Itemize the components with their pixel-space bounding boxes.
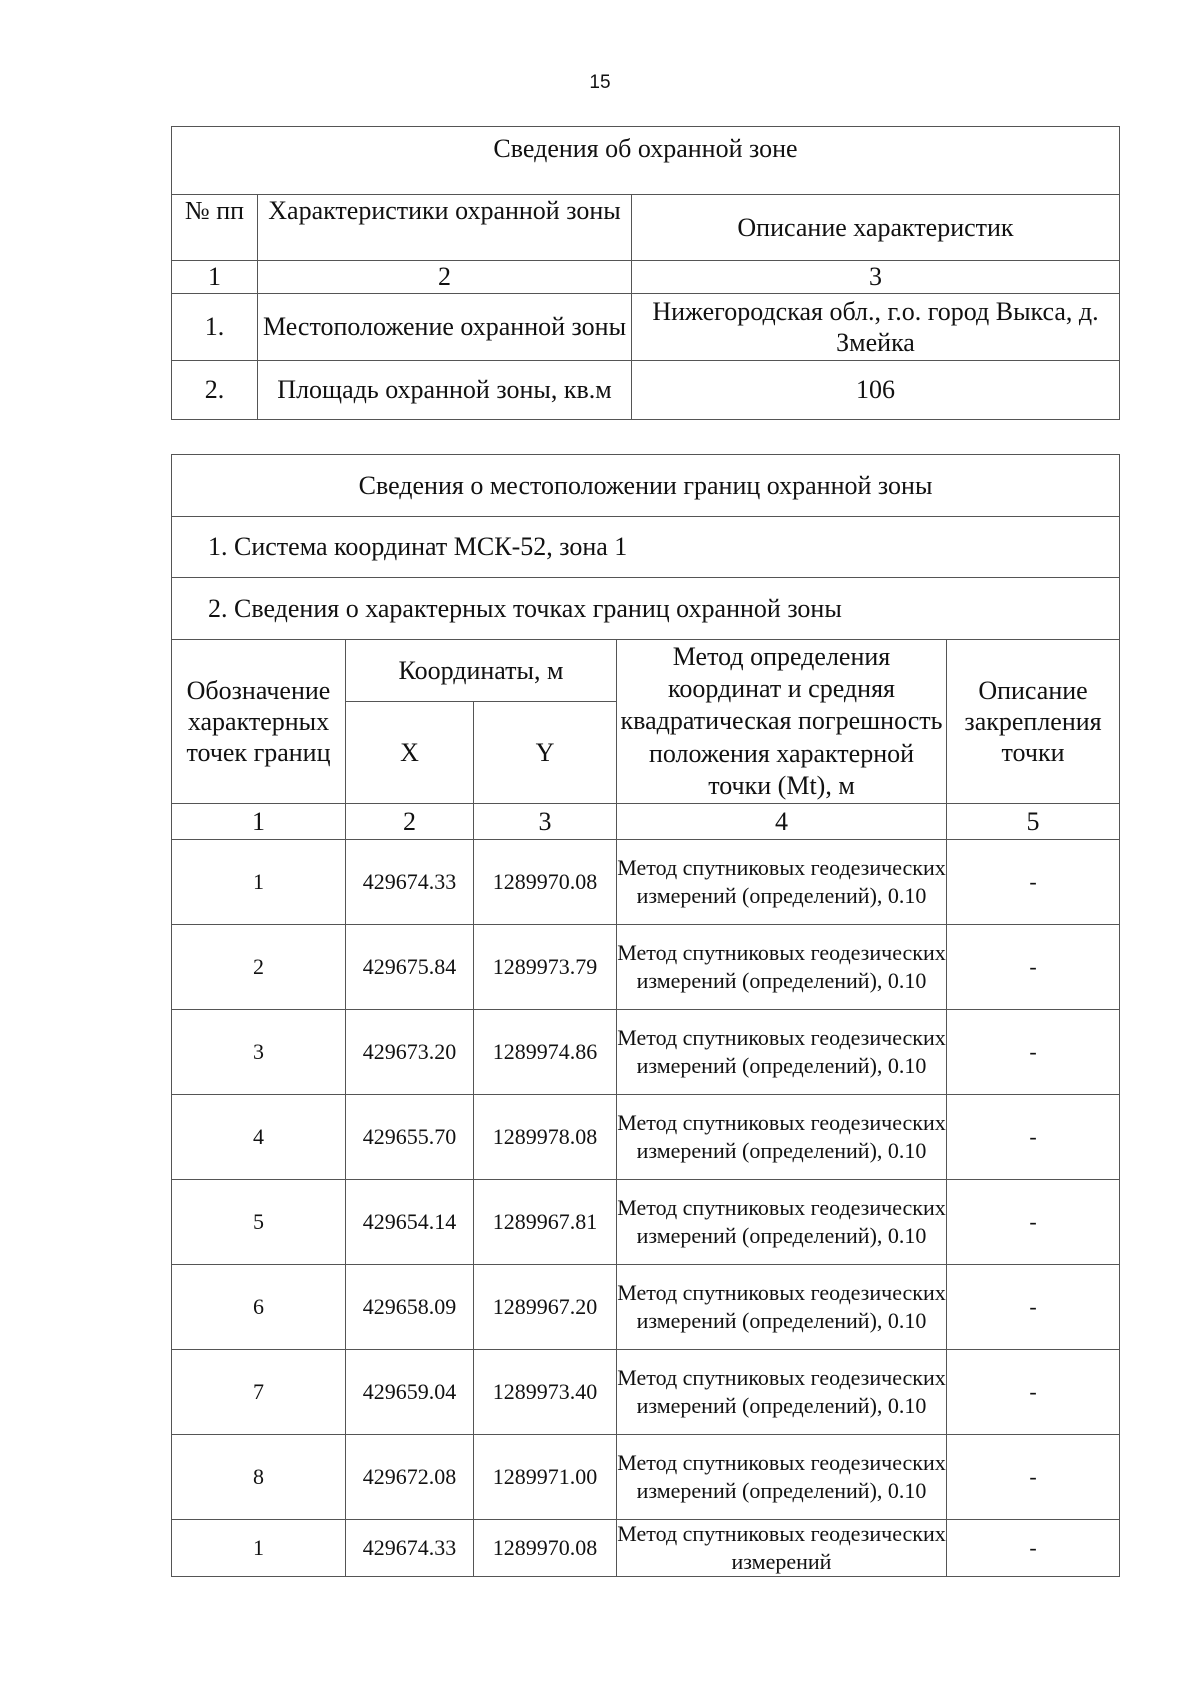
table-row: [172, 840, 1120, 925]
coord-system: 1. Система координат МСК-52, зона 1: [172, 517, 1120, 578]
method-cell: Метод спутниковых геодезических измерений (определений), 0.10: [617, 1180, 947, 1265]
col-number: 1: [172, 261, 258, 294]
coord-y: 1289967.20: [474, 1265, 617, 1350]
point-id: 8: [172, 1435, 346, 1520]
point-id: 4: [172, 1095, 346, 1180]
header-coordinates: Координаты, м: [346, 640, 617, 702]
coord-x: 429673.20: [346, 1010, 474, 1095]
point-id: 6: [172, 1265, 346, 1350]
fixing-cell: -: [947, 1265, 1120, 1350]
row-description: Нижегородская обл., г.о. город Выкса, д. Змейка: [632, 294, 1120, 361]
zone-info-table: [171, 126, 1120, 420]
row-characteristic: Площадь охранной зоны, кв.м: [258, 361, 632, 420]
coord-x: 429655.70: [346, 1095, 474, 1180]
table-row: [172, 1435, 1120, 1520]
header-x: X: [346, 702, 474, 804]
fixing-cell: -: [947, 1095, 1120, 1180]
coord-x: 429672.08: [346, 1435, 474, 1520]
col-number: 4: [617, 804, 947, 840]
row-characteristic: Местоположение охранной зоны: [258, 294, 632, 361]
header-fixing: Описание закрепления точки: [947, 640, 1120, 804]
method-cell: Метод спутниковых геодезических измерений (определений), 0.10: [617, 1265, 947, 1350]
point-id: 5: [172, 1180, 346, 1265]
col-number: 3: [474, 804, 617, 840]
header-characteristics: Характеристики охранной зоны: [258, 195, 632, 261]
col-number: 2: [258, 261, 632, 294]
boundaries-title: Сведения о местоположении границ охранной зоны: [172, 455, 1120, 517]
header-description: Описание характеристик: [632, 195, 1120, 261]
table-row: [172, 1350, 1120, 1435]
method-cell: Метод спутниковых геодезических измерений (определений), 0.10: [617, 925, 947, 1010]
coord-y: 1289971.00: [474, 1435, 617, 1520]
col-number: 5: [947, 804, 1120, 840]
point-id: 7: [172, 1350, 346, 1435]
method-cell: Метод спутниковых геодезических измерений (определений), 0.10: [617, 1435, 947, 1520]
page-number: 15: [589, 72, 611, 93]
col-number: 1: [172, 804, 346, 840]
coord-x: 429675.84: [346, 925, 474, 1010]
coord-x: 429659.04: [346, 1350, 474, 1435]
header-y: Y: [474, 702, 617, 804]
coord-y: 1289973.40: [474, 1350, 617, 1435]
method-cell: Метод спутниковых геодезических измерений (определений), 0.10: [617, 1095, 947, 1180]
fixing-cell: -: [947, 1180, 1120, 1265]
header-method: Метод определения координат и средняя квадратическая погрешность положения характерной точки (Mt), м: [617, 640, 947, 804]
zone-info-title: Сведения об охранной зоне: [172, 127, 1120, 195]
coord-y: 1289970.08: [474, 840, 617, 925]
header-num: № пп: [172, 195, 258, 261]
points-title: 2. Сведения о характерных точках границ охранной зоны: [172, 578, 1120, 640]
fixing-cell: -: [947, 1350, 1120, 1435]
coord-x: 429674.33: [346, 840, 474, 925]
table-row: [172, 1265, 1120, 1350]
coord-y: 1289974.86: [474, 1010, 617, 1095]
fixing-cell: -: [947, 840, 1120, 925]
row-description: 106: [632, 361, 1120, 420]
method-cell: Метод спутниковых геодезических измерений (определений), 0.10: [617, 1010, 947, 1095]
point-id: 1: [172, 1520, 346, 1577]
fixing-cell: -: [947, 1435, 1120, 1520]
coord-x: 429674.33: [346, 1520, 474, 1577]
table-row: [172, 1010, 1120, 1095]
table-row: [172, 1520, 1120, 1577]
fixing-cell: -: [947, 925, 1120, 1010]
method-cell: Метод спутниковых геодезических измерений (определений), 0.10: [617, 1350, 947, 1435]
coord-y: 1289978.08: [474, 1095, 617, 1180]
fixing-cell: -: [947, 1520, 1120, 1577]
row-num: 1.: [172, 294, 258, 361]
table-row: [172, 361, 1120, 420]
table-row: [172, 1180, 1120, 1265]
row-num: 2.: [172, 361, 258, 420]
method-cell: Метод спутниковых геодезических измерений: [617, 1520, 947, 1577]
point-id: 2: [172, 925, 346, 1010]
boundaries-table: [171, 454, 1120, 1577]
col-number: 2: [346, 804, 474, 840]
coord-y: 1289973.79: [474, 925, 617, 1010]
table-row: [172, 294, 1120, 361]
method-cell: Метод спутниковых геодезических измерений (определений), 0.10: [617, 840, 947, 925]
coord-y: 1289967.81: [474, 1180, 617, 1265]
table-row: [172, 925, 1120, 1010]
col-number: 3: [632, 261, 1120, 294]
fixing-cell: -: [947, 1010, 1120, 1095]
coord-x: 429658.09: [346, 1265, 474, 1350]
point-id: 3: [172, 1010, 346, 1095]
header-designation: Обозначение характерных точек границ: [172, 640, 346, 804]
coord-x: 429654.14: [346, 1180, 474, 1265]
point-id: 1: [172, 840, 346, 925]
table-row: [172, 1095, 1120, 1180]
coord-y: 1289970.08: [474, 1520, 617, 1577]
